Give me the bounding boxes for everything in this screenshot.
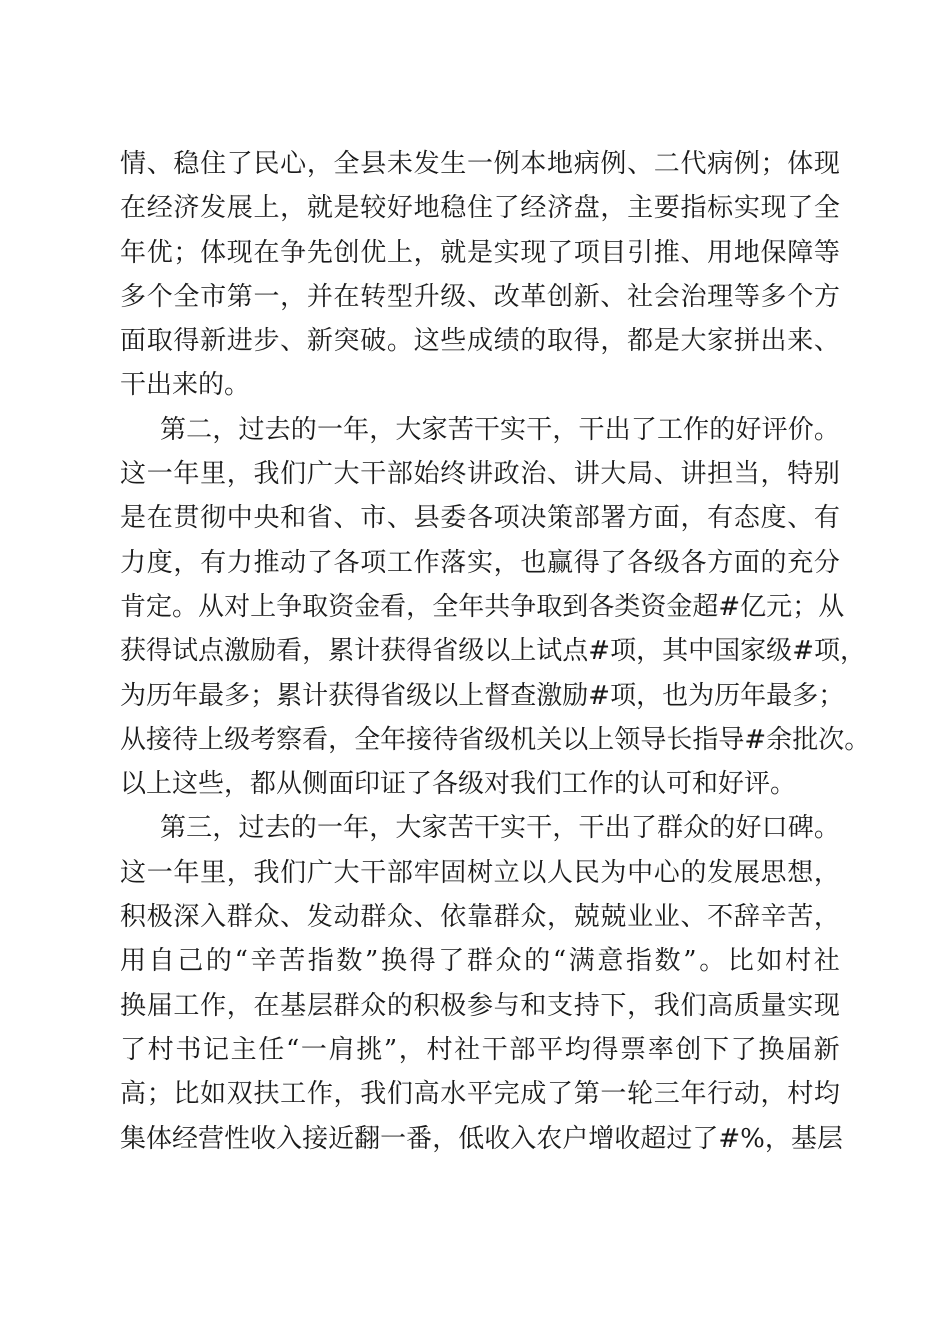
text-line: 肯 定 。 从 对 上 争 取 资 金 看 ， 全 年 共 争 取 到 各 类 资 金 超 # 亿 元 ； 从 <box>120 591 845 622</box>
text-line: 从 接 待 上 级 考 察 看 ， 全 年 接 待 省 级 机 关 以 上 领 导 长 指 导 # 余 批 次 。 <box>120 724 871 755</box>
text-line: 了 村 书 记 主 任 “ 一 肩 挑 ” ， 村 社 干 部 平 均 得 票 率 创 下 了 换 届 新 <box>120 1034 840 1065</box>
text-line: 干出来的。 <box>120 370 251 401</box>
text-line: 情 、 稳 住 了 民 心 ， 全 县 未 发 生 一 例 本 地 病 例 、 二 代 病 例 ； 体 现 <box>120 149 840 179</box>
text-line: 这 一 年 里 ， 我 们 广 大 干 部 始 终 讲 政 治 、 讲 大 局 、 讲 担 当 ， 特 别 <box>120 459 840 490</box>
text-line: 在 经 济 发 展 上 ， 就 是 较 好 地 稳 住 了 经 济 盘 ， 主 要 指 标 实 现 了 全 <box>120 193 840 224</box>
text-line: 年 优 ； 体 现 在 争 先 创 优 上 ， 就 是 实 现 了 项 目 引 推 、 用 地 保 障 等 <box>120 237 840 268</box>
text-line: 积 极 深 入 群 众 、 发 动 群 众 、 依 靠 群 众 ， 兢 兢 业 业 、 不 辞 辛 苦 ， <box>120 902 840 933</box>
text-line: 以上这些，都从侧面印证了各级对我们工作的认可和好评。 <box>120 769 797 800</box>
paragraph-heading: 第 二 ， 过 去 的 一 年 ， 大 家 苦 干 实 干 ， 干 出 了 工 作 的 好 评 价 。 <box>160 414 840 445</box>
body-text <box>120 142 871 1161</box>
text-line: 多 个 全 市 第 一 ， 并 在 转 型 升 级 、 改 革 创 新 、 社 会 治 理 等 多 个 方 <box>120 281 840 312</box>
text-line: 力 度 ， 有 力 推 动 了 各 项 工 作 落 实 ， 也 赢 得 了 各 级 各 方 面 的 充 分 <box>120 547 840 578</box>
text-line: 面 取 得 新 进 步 、 新 突 破 。 这 些 成 绩 的 取 得 ， 都 是 大 家 拼 出 来 、 <box>120 326 840 357</box>
text-line: 集 体 经 营 性 收 入 接 近 翻 一 番 ， 低 收 入 农 户 增 收 超 过 了 # % ， 基 层 <box>120 1123 843 1154</box>
paragraph-heading: 第 三 ， 过 去 的 一 年 ， 大 家 苦 干 实 干 ， 干 出 了 群 众 的 好 口 碑 。 <box>160 813 840 844</box>
text-line: 为 历 年 最 多 ； 累 计 获 得 省 级 以 上 督 查 激 励 # 项 ， 也 为 历 年 最 多 ； <box>120 680 845 711</box>
text-line: 高 ； 比 如 双 扶 工 作 ， 我 们 高 水 平 完 成 了 第 一 轮 三 年 行 动 ， 村 均 <box>120 1079 840 1110</box>
text-line: 是 在 贯 彻 中 央 和 省 、 市 、 县 委 各 项 决 策 部 署 方 面 ， 有 态 度 、 有 <box>120 503 840 534</box>
text-line: 这 一 年 里 ， 我 们 广 大 干 部 牢 固 树 立 以 人 民 为 中 心 的 发 展 思 想 ， <box>120 857 840 888</box>
text-line: 获 得 试 点 激 励 看 ， 累 计 获 得 省 级 以 上 试 点 # 项 ， 其 中 国 家 级 # 项 ， <box>120 636 867 667</box>
text-line: 用 自 己 的 “ 辛 苦 指 数 ” 换 得 了 群 众 的 “ 满 意 指 数 ” 。 比 如 村 社 <box>120 946 840 977</box>
text-line: 换 届 工 作 ， 在 基 层 群 众 的 积 极 参 与 和 支 持 下 ， 我 们 高 质 量 实 现 <box>120 990 840 1021</box>
